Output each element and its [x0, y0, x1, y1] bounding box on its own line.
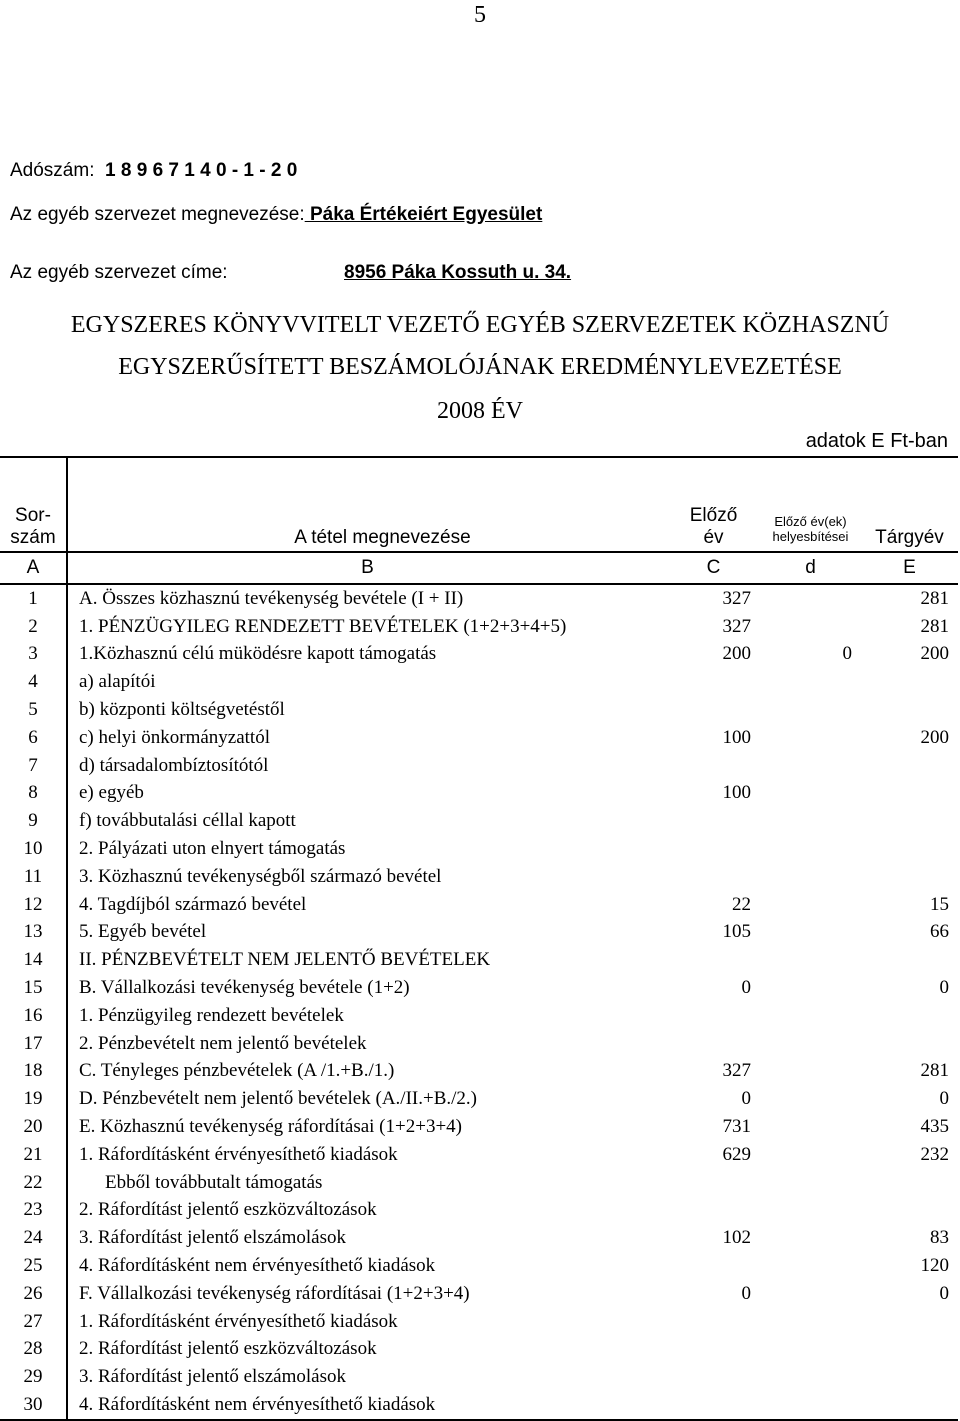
- row-adjustment-value: [760, 1197, 861, 1225]
- table-row: [0, 1113, 958, 1141]
- row-item-name: F. Vállalkozási tevékenység ráfordításai (1+2+3+4): [79, 1282, 470, 1304]
- org-name-value: Páka Értékeiért Egyesület: [304, 204, 543, 225]
- table-row: [0, 1030, 958, 1058]
- row-adjustment-value: [760, 919, 861, 947]
- row-number: 25: [0, 1252, 67, 1280]
- row-current-year-value: 232: [920, 1143, 949, 1165]
- row-current-year-value: [861, 946, 958, 974]
- row-adjustment-value: [760, 1002, 861, 1030]
- row-number: 9: [0, 807, 67, 835]
- row-current-year-value: 200: [920, 726, 949, 748]
- table-row: [0, 1169, 958, 1197]
- row-adjustment-value: [760, 752, 861, 780]
- row-adjustment-value: [760, 946, 861, 974]
- row-number: 7: [0, 752, 67, 780]
- row-adjustment-value: [760, 668, 861, 696]
- row-current-year-value: 281: [920, 1060, 949, 1082]
- row-adjustment-value: [760, 1085, 861, 1113]
- org-name-line: [10, 204, 542, 226]
- row-number: 3: [0, 641, 67, 669]
- col-letter-prev: C: [667, 552, 760, 584]
- row-current-year-value: 15: [930, 893, 949, 915]
- row-current-year-value: [861, 696, 958, 724]
- row-number: 15: [0, 974, 67, 1002]
- row-adjustment-value: [760, 780, 861, 808]
- row-number: 17: [0, 1030, 67, 1058]
- row-number: 12: [0, 891, 67, 919]
- table-row: [0, 1252, 958, 1280]
- row-number: 6: [0, 724, 67, 752]
- row-number: 8: [0, 780, 67, 808]
- table-row: [0, 1002, 958, 1030]
- row-item-name: 1. PÉNZÜGYILEG RENDEZETT BEVÉTELEK (1+2+3+4+5): [79, 615, 567, 637]
- row-prev-year-value: 105: [722, 921, 751, 943]
- table-row: [0, 1280, 958, 1308]
- table-row: [0, 974, 958, 1002]
- row-number: 11: [0, 863, 67, 891]
- row-item-name: 3. Közhasznú tevékenységből származó bevétel: [79, 865, 442, 887]
- row-prev-year-value: 327: [722, 615, 751, 637]
- row-item-name: 1.Közhasznú célú müködésre kapott támogatás: [79, 643, 437, 665]
- tax-number-line: [10, 160, 297, 182]
- table-row: [0, 1141, 958, 1169]
- row-current-year-value: [861, 780, 958, 808]
- row-prev-year-value: [667, 807, 760, 835]
- row-current-year-value: [861, 1391, 958, 1420]
- row-current-year-value: 0: [939, 1088, 949, 1110]
- table-row: [0, 946, 958, 974]
- row-current-year-value: [861, 863, 958, 891]
- row-item-name: d) társadalombíztosítótól: [79, 754, 269, 776]
- row-prev-year-value: 100: [722, 782, 751, 804]
- table-row: [0, 1308, 958, 1336]
- tax-number-value: 1 8 9 6 7 1 4 0 - 1 - 2 0: [105, 160, 298, 181]
- row-adjustment-value: [760, 613, 861, 641]
- row-prev-year-value: 22: [732, 893, 751, 915]
- table-row: [0, 696, 958, 724]
- row-item-name: 4. Ráfordításként nem érvényesíthető kiadások: [79, 1255, 436, 1277]
- row-number: 1: [0, 584, 67, 613]
- org-address-label: Az egyéb szervezet címe:: [10, 262, 228, 283]
- page-number: 5: [474, 2, 486, 28]
- row-prev-year-value: [667, 1169, 760, 1197]
- table-row: [0, 1336, 958, 1364]
- col-header-prev: [667, 457, 760, 552]
- row-item-name: 1. Ráfordításként érvényesíthető kiadások: [79, 1143, 398, 1165]
- row-number: 29: [0, 1363, 67, 1391]
- table-row: [0, 724, 958, 752]
- row-item-name: C. Tényleges pénzbevételek (A /1.+B./1.): [79, 1060, 395, 1082]
- column-letter-row: [0, 552, 958, 584]
- table-row: [0, 1197, 958, 1225]
- row-adjustment-value: [760, 1058, 861, 1086]
- org-name-label: Az egyéb szervezet megnevezése:: [10, 204, 305, 225]
- row-item-name: 3. Ráfordítást jelentő elszámolások: [79, 1227, 346, 1249]
- row-item-name: b) központi költségvetéstől: [79, 699, 285, 721]
- tax-number-label: Adószám:: [10, 160, 95, 181]
- col-header-cur: Tárgyév: [861, 457, 958, 552]
- row-prev-year-value: [667, 668, 760, 696]
- row-prev-year-value: 731: [722, 1116, 751, 1138]
- row-number: 4: [0, 668, 67, 696]
- row-adjustment-value: [760, 974, 861, 1002]
- row-adjustment-value: [760, 1336, 861, 1364]
- row-item-name: D. Pénzbevételt nem jelentő bevételek (A./II.+B./2.): [79, 1088, 477, 1110]
- table-row: [0, 891, 958, 919]
- table-row: [0, 919, 958, 947]
- row-item-name: A. Összes közhasznú tevékenység bevétele (I + II): [79, 587, 464, 609]
- row-prev-year-value: 0: [741, 1282, 751, 1304]
- row-item-name: 2. Pénzbevételt nem jelentő bevételek: [79, 1032, 367, 1054]
- col-header-adj-line2: helyesbítései: [772, 529, 849, 544]
- row-item-name: c) helyi önkormányzattól: [79, 726, 270, 748]
- row-prev-year-value: [667, 1391, 760, 1420]
- org-address-line: [10, 262, 572, 284]
- row-adjustment-value: [760, 584, 861, 613]
- table-row: [0, 668, 958, 696]
- row-number: 30: [0, 1391, 67, 1420]
- row-prev-year-value: [667, 863, 760, 891]
- row-number: 28: [0, 1336, 67, 1364]
- col-header-num-line1: Sor-: [15, 505, 51, 526]
- col-header-adj: [760, 457, 861, 552]
- row-prev-year-value: [667, 1308, 760, 1336]
- income-statement-table: [0, 456, 958, 1421]
- table-row: [0, 1085, 958, 1113]
- row-prev-year-value: 0: [741, 1088, 751, 1110]
- table-header-row: [0, 457, 958, 552]
- row-current-year-value: 120: [920, 1255, 949, 1277]
- row-adjustment-value: [760, 1363, 861, 1391]
- row-adjustment-value: [760, 1391, 861, 1420]
- row-number: 23: [0, 1197, 67, 1225]
- row-adjustment-value: [760, 835, 861, 863]
- table-row: [0, 863, 958, 891]
- row-current-year-value: 0: [939, 1282, 949, 1304]
- row-number: 21: [0, 1141, 67, 1169]
- report-year: 2008 ÉV: [437, 398, 523, 424]
- row-item-name: 3. Ráfordítást jelentő elszámolások: [79, 1366, 346, 1388]
- row-adjustment-value: [760, 1224, 861, 1252]
- row-prev-year-value: [667, 696, 760, 724]
- row-prev-year-value: [667, 835, 760, 863]
- row-number: 19: [0, 1085, 67, 1113]
- row-prev-year-value: 0: [741, 977, 751, 999]
- col-header-name: A tétel megnevezése: [67, 457, 667, 552]
- row-adjustment-value: [760, 1252, 861, 1280]
- row-number: 16: [0, 1002, 67, 1030]
- row-prev-year-value: 629: [722, 1143, 751, 1165]
- row-number: 22: [0, 1169, 67, 1197]
- table-row: [0, 1391, 958, 1420]
- row-current-year-value: 281: [920, 615, 949, 637]
- col-letter-cur: E: [861, 552, 958, 584]
- table-row: [0, 835, 958, 863]
- row-current-year-value: 66: [930, 921, 949, 943]
- row-current-year-value: [861, 752, 958, 780]
- col-header-prev-line1: Előző: [689, 505, 738, 526]
- col-letter-num: A: [0, 552, 67, 584]
- col-letter-adj: d: [760, 552, 861, 584]
- table-row: [0, 613, 958, 641]
- row-prev-year-value: [667, 1252, 760, 1280]
- row-adjustment-value: [760, 1280, 861, 1308]
- row-prev-year-value: [667, 752, 760, 780]
- row-number: 20: [0, 1113, 67, 1141]
- row-adjustment-value: [760, 1141, 861, 1169]
- row-prev-year-value: 100: [722, 726, 751, 748]
- row-adjustment-value: [760, 696, 861, 724]
- row-adjustment-value: [760, 807, 861, 835]
- col-letter-name: B: [67, 552, 667, 584]
- row-adjustment-value: [760, 863, 861, 891]
- row-number: 10: [0, 835, 67, 863]
- row-prev-year-value: 200: [722, 643, 751, 665]
- table-row: [0, 780, 958, 808]
- row-current-year-value: [861, 1030, 958, 1058]
- row-prev-year-value: 327: [722, 587, 751, 609]
- row-prev-year-value: [667, 1197, 760, 1225]
- row-number: 2: [0, 613, 67, 641]
- row-adjustment-value: [760, 1113, 861, 1141]
- col-header-prev-line2: év: [703, 527, 724, 548]
- row-item-name: 2. Ráfordítást jelentő eszközváltozások: [79, 1199, 377, 1221]
- table-row: [0, 1224, 958, 1252]
- row-number: 18: [0, 1058, 67, 1086]
- row-item-name: a) alapítói: [79, 671, 156, 693]
- units-note: adatok E Ft-ban: [805, 430, 948, 452]
- row-number: 24: [0, 1224, 67, 1252]
- row-current-year-value: 200: [920, 643, 949, 665]
- row-item-name: 2. Ráfordítást jelentő eszközváltozások: [79, 1338, 377, 1360]
- row-current-year-value: 83: [930, 1227, 949, 1249]
- row-item-name: B. Vállalkozási tevékenység bevétele (1+2): [79, 977, 410, 999]
- row-adjustment-value: [760, 1169, 861, 1197]
- row-item-name: 1. Ráfordításként érvényesíthető kiadások: [79, 1310, 398, 1332]
- row-prev-year-value: [667, 1336, 760, 1364]
- row-current-year-value: [861, 1308, 958, 1336]
- row-prev-year-value: [667, 946, 760, 974]
- report-title-line1: EGYSZERES KÖNYVVITELT VEZETŐ EGYÉB SZERVEZETEK KÖZHASZNÚ: [70, 312, 890, 338]
- row-item-name: 4. Tagdíjból származó bevétel: [79, 893, 307, 915]
- row-prev-year-value: [667, 1363, 760, 1391]
- org-address-value: 8956 Páka Kossuth u. 34.: [344, 262, 572, 283]
- report-title-line2: EGYSZERŰSÍTETT BESZÁMOLÓJÁNAK EREDMÉNYLEVEZETÉSE: [118, 354, 842, 380]
- table-row: [0, 1058, 958, 1086]
- row-item-name: 2. Pályázati uton elnyert támogatás: [79, 838, 346, 860]
- row-item-name: 1. Pénzügyileg rendezett bevételek: [79, 1004, 344, 1026]
- row-adjustment-value: [760, 891, 861, 919]
- table-row: [0, 641, 958, 669]
- col-header-num: [0, 457, 67, 552]
- row-item-name: E. Közhasznú tevékenység ráfordításai (1+2+3+4): [79, 1116, 462, 1138]
- row-item-name: Ebből továbbutalt támogatás: [105, 1171, 323, 1193]
- row-current-year-value: [861, 1336, 958, 1364]
- row-number: 5: [0, 696, 67, 724]
- row-current-year-value: [861, 807, 958, 835]
- row-item-name: 4. Ráfordításként nem érvényesíthető kiadások: [67, 1391, 667, 1420]
- row-number: 14: [0, 946, 67, 974]
- row-current-year-value: 435: [920, 1116, 949, 1138]
- row-item-name: e) egyéb: [79, 782, 144, 804]
- table-row: [0, 1363, 958, 1391]
- table-row: [0, 807, 958, 835]
- row-adjustment-value: 0: [842, 643, 852, 665]
- row-number: 13: [0, 919, 67, 947]
- row-current-year-value: [861, 1002, 958, 1030]
- row-prev-year-value: [667, 1002, 760, 1030]
- row-adjustment-value: [760, 1030, 861, 1058]
- row-current-year-value: 0: [939, 977, 949, 999]
- col-header-num-line2: szám: [10, 527, 56, 548]
- row-number: 27: [0, 1308, 67, 1336]
- row-current-year-value: [861, 835, 958, 863]
- row-prev-year-value: [667, 1030, 760, 1058]
- row-item-name: 5. Egyéb bevétel: [79, 921, 207, 943]
- row-adjustment-value: [760, 1308, 861, 1336]
- table-row: [0, 584, 958, 613]
- row-item-name: II. PÉNZBEVÉTELT NEM JELENTŐ BEVÉTELEK: [79, 949, 491, 971]
- row-number: 26: [0, 1280, 67, 1308]
- row-current-year-value: [861, 668, 958, 696]
- row-prev-year-value: 327: [722, 1060, 751, 1082]
- table-row: [0, 752, 958, 780]
- row-item-name: f) továbbutalási céllal kapott: [79, 810, 296, 832]
- row-prev-year-value: 102: [722, 1227, 751, 1249]
- row-current-year-value: 281: [920, 587, 949, 609]
- col-header-adj-line1: Előző év(ek): [774, 514, 847, 529]
- row-current-year-value: [861, 1197, 958, 1225]
- row-adjustment-value: [760, 724, 861, 752]
- row-current-year-value: [861, 1169, 958, 1197]
- row-current-year-value: [861, 1363, 958, 1391]
